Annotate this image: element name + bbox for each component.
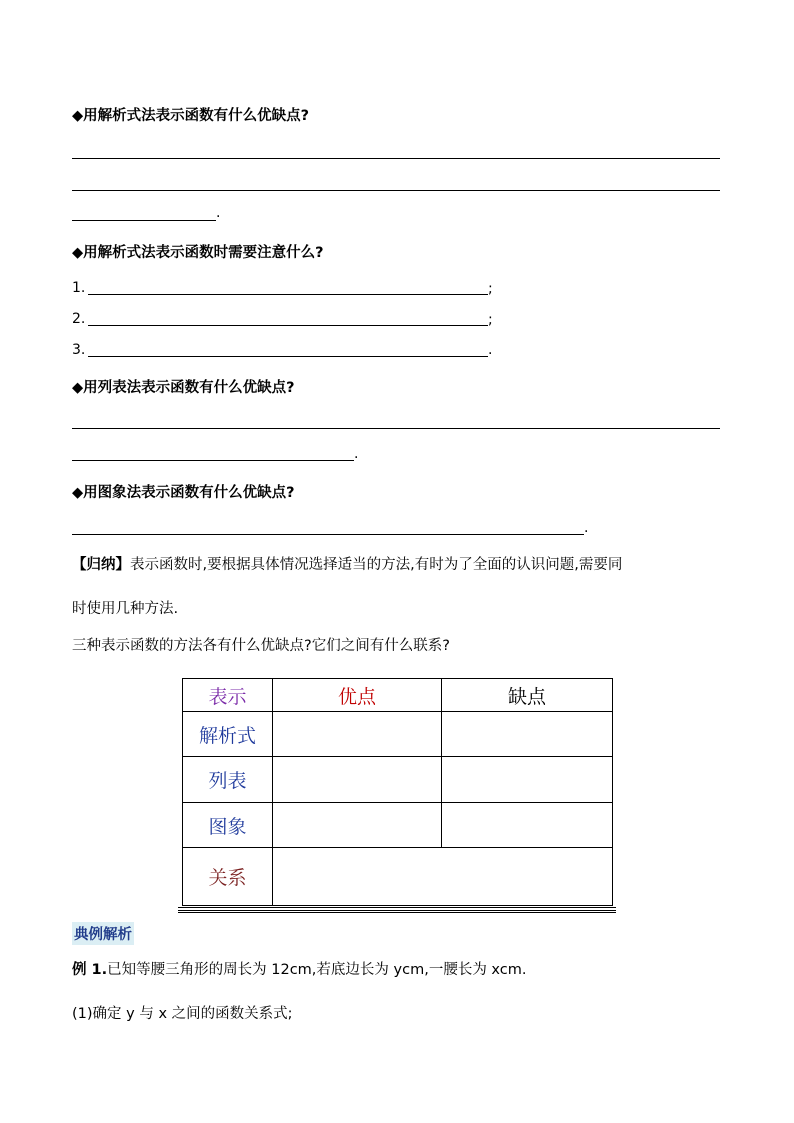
table-cell-input[interactable]	[273, 712, 442, 757]
answer-line[interactable]	[72, 428, 720, 429]
line-end-period: .	[584, 520, 589, 536]
section-heading-examples: 典例解析	[72, 922, 134, 945]
example-text: 已知等腰三角形的周长为 12cm,若底边长为 ycm,一腰长为 xcm.	[107, 962, 527, 978]
example-part-1: (1)确定 y 与 x 之间的函数关系式;	[72, 1006, 293, 1022]
line-end-period: .	[216, 205, 221, 221]
answer-line[interactable]	[72, 220, 216, 221]
summary-bracket: 【归纳】	[72, 557, 130, 573]
item-number: 2.	[72, 311, 86, 327]
example-1	[72, 958, 526, 979]
item-number: 3.	[72, 342, 86, 358]
table-row	[183, 757, 613, 803]
question-4-title: ◆用图象法表示函数有什么优缺点?	[72, 485, 295, 501]
table-cell-input[interactable]	[442, 757, 613, 803]
example-label: 例 1.	[72, 962, 108, 978]
table-bottom-rule	[178, 912, 616, 913]
table-cell-input[interactable]	[273, 757, 442, 803]
header-disadvantages: 缺点	[442, 679, 613, 712]
summary-text: 表示函数时,要根据具体情况选择适当的方法,有时为了全面的认识问题,需要同	[130, 557, 623, 573]
answer-line[interactable]	[88, 294, 488, 295]
answer-line[interactable]	[72, 460, 354, 461]
table-header-row	[183, 679, 613, 712]
answer-line[interactable]	[72, 158, 720, 159]
row-label-graph: 图象	[183, 803, 273, 848]
question-2-title: ◆用解析式法表示函数时需要注意什么?	[72, 245, 324, 261]
table-cell-input[interactable]	[442, 803, 613, 848]
line-end-semicolon: ;	[488, 281, 493, 297]
table-row	[183, 712, 613, 757]
summary-line-1	[72, 553, 622, 574]
table-bottom-rule	[178, 910, 616, 911]
row-label-list: 列表	[183, 757, 273, 803]
answer-line[interactable]	[72, 190, 720, 191]
row-label-relation: 关系	[183, 848, 273, 906]
question-1-title: ◆用解析式法表示函数有什么优缺点?	[72, 108, 310, 124]
line-end-semicolon: ;	[488, 312, 493, 328]
answer-line[interactable]	[88, 325, 488, 326]
line-end-period: .	[354, 446, 359, 462]
row-label-analytic: 解析式	[183, 712, 273, 757]
comparison-table	[182, 678, 613, 906]
table-row	[183, 803, 613, 848]
comparison-question: 三种表示函数的方法各有什么优缺点?它们之间有什么联系?	[72, 638, 450, 654]
answer-line[interactable]	[72, 534, 584, 535]
table-cell-input[interactable]	[273, 803, 442, 848]
line-end-period: .	[488, 342, 493, 358]
header-advantages: 优点	[273, 679, 442, 712]
table-cell-input[interactable]	[442, 712, 613, 757]
answer-line[interactable]	[88, 356, 488, 357]
item-number: 1.	[72, 280, 86, 296]
table-bottom-rule	[178, 907, 616, 908]
summary-line-2: 时使用几种方法.	[72, 601, 179, 617]
header-representation: 表示	[183, 679, 273, 712]
question-3-title: ◆用列表法表示函数有什么优缺点?	[72, 380, 295, 396]
table-cell-input[interactable]	[273, 848, 613, 906]
table-row	[183, 848, 613, 906]
